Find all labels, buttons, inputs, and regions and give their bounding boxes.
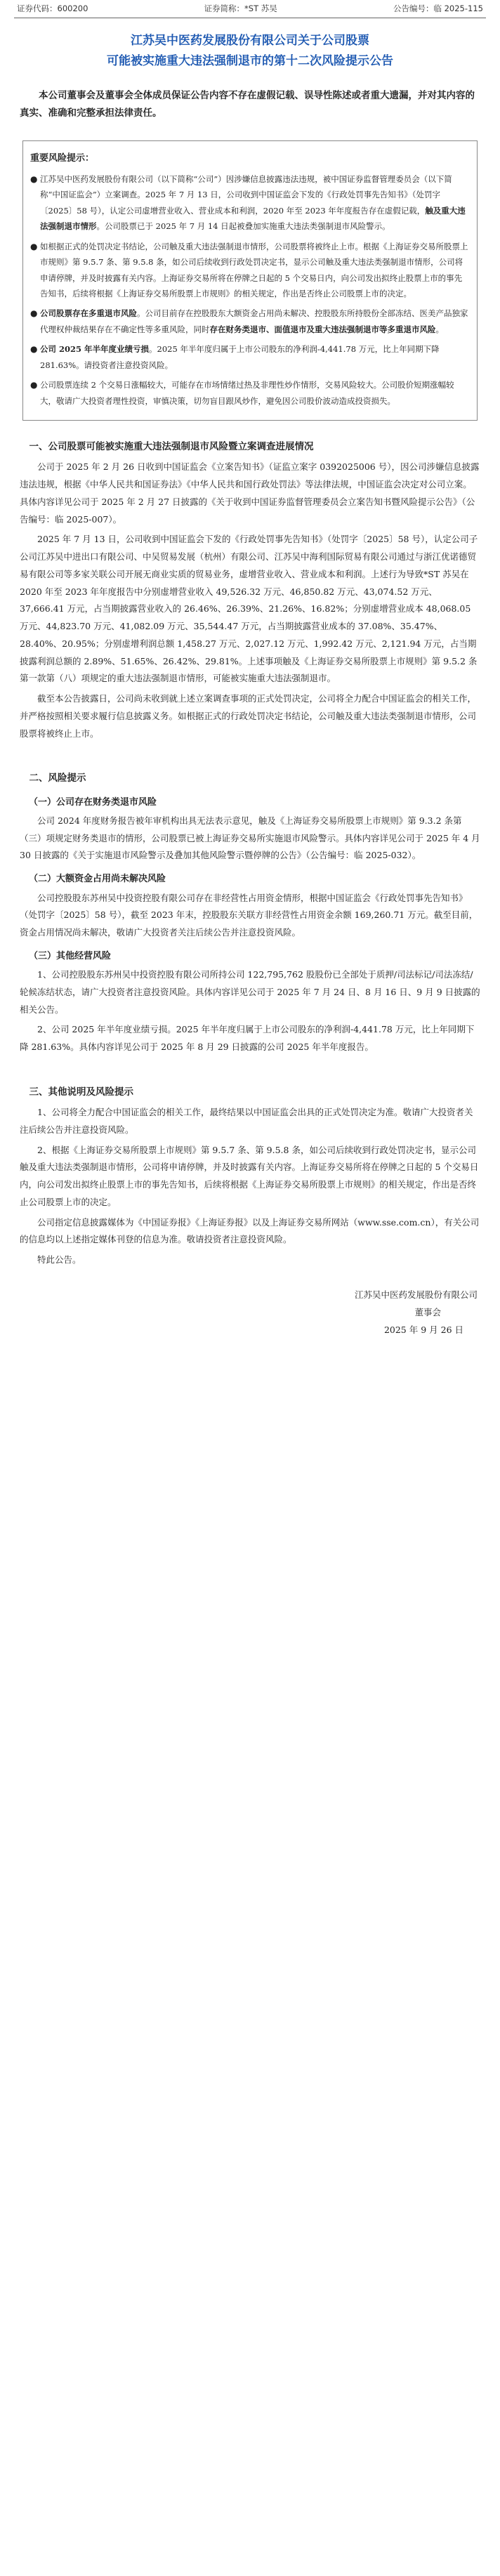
section-1-para: 截至本公告披露日，公司尚未收到就上述立案调查事项的正式处罚决定，公司将全力配合中国证监会的相关工作，并严格按照相关要求履行信息披露义务。如根据正式的行政处罚决定书结论，公司触及重大违法类强制退市情形，公司股票将被终止上市。 <box>20 693 477 739</box>
title-line-1: 江苏吴中医药发展股份有限公司关于公司股票 <box>131 34 369 48</box>
section-2-1-para: 公司 2024 年度财务报告被年审机构出具无法表示意见，触及《上海证券交易所股票上市规则》第 9.3.2 条第（三）项规定财务类退市的情形，公司股票已被上海证券交易所实施退市风险警示。具体内容详见公司于 2025 年 4 月 30 日披露的《关于实施退市风险警示及叠加其他风险警示暨停牌的公告》（公告编号：临 2025-032）。 <box>20 815 480 861</box>
section-2-1-heading: （一）公司存在财务类退市风险 <box>29 796 157 808</box>
section-3-heading: 三、其他说明及风险提示 <box>29 1086 133 1098</box>
section-1-para: 公司于 2025 年 2 月 26 日收到中国证监会《立案告知书》（证监立案字 0392025006 号），因公司涉嫌信息披露违法违规，根据《中华人民共和国证券法》《中华人民共和国行政处罚法》等法律法规，中国证监会决定对公司立案。具体内容详见公司于 2025 年 2 月 27 日披露的《关于收到中国证券监督管理委员会立案告知书暨风险提示公告》（公告编号：临 2025-007）。 <box>20 461 480 525</box>
signature-date: 2025 年 9 月 26 日 <box>383 1324 463 1335</box>
header-bar <box>14 0 486 18</box>
signature-board: 董事会 <box>414 1306 441 1317</box>
bullet-icon: ● <box>30 344 38 355</box>
signature-block <box>20 1286 480 1339</box>
risk-item: ● 公司股票存在多重退市风险。公司目前存在控股股东大额资金占用尚未解决、控股股东所持股份全部冻结、医美产品独家代理权仲裁结果存在不确定性等多重风险，同时存在财务类退市、面值退市及重大违法强制退市等多重退市风险。 <box>30 305 470 337</box>
board-statement: 本公司董事会及董事会全体成员保证公告内容不存在虚假记载、误导性陈述或者重大遗漏，并对其内容的真实、准确和完整承担法律责任。 <box>20 89 475 119</box>
section-3-para: 2、根据《上海证券交易所股票上市规则》第 9.5.7 条、第 9.5.8 条，如公司后续收到行政处罚决定书，显示公司触及重大违法类强制退市情形，公司将申请停牌，并及时披露有关内容。上海证券交易所将在停牌之日起的 5 个交易日内，向公司发出拟终止股票上市的事先告知书，后续将根据《上海证券交易所股票上市规则》的相关规定，作出是否终止公司股票上市的决定。 <box>20 1144 479 1207</box>
section-3-para: 1、公司将全力配合中国证监会的相关工作，最终结果以中国证监会出具的正式处罚决定为准。敬请广大投资者关注后续公告并注意投资风险。 <box>20 1107 473 1135</box>
bullet-icon: ● <box>30 308 38 319</box>
section-2-3-heading: （三）其他经营风险 <box>29 950 112 961</box>
section-2-3-para: 1、公司控股股东苏州吴中投资控股有限公司所持公司 122,795,762 股股份已全部处于质押/司法标记/司法冻结/轮候冻结状态，请广大投资者注意投资风险。具体内容详见公司于 2025 年 7 月 24 日、8 月 16 日、9 月 9 日披露的相关公告。 <box>20 969 480 1015</box>
section-2-2-para: 公司控股股东苏州吴中投资控股有限公司存在非经营性占用资金情形，根据中国证监会《行政处罚事先告知书》（处罚字〔2025〕58 号），截至 2023 年末，控股股东关联方非经营性占用资金余额 169,260.71 万元。截至目前，资金占用情况尚未解决，敬请广大投资者关注后续公告并注意投资风险。 <box>20 892 478 938</box>
section-2-3-para: 2、公司 2025 年半年度业绩亏损。2025 年半年度归属于上市公司股东的净利润-4,441.78 万元，比上年同期下降 281.63%。具体内容详见公司于 2025 年 8 月 29 日披露的公司 2025 年半年度报告。 <box>20 1024 475 1053</box>
section-1-heading: 一、公司股票可能被实施重大违法强制退市风险暨立案调查进展情况 <box>29 440 314 452</box>
section-2-2-heading: （二）大额资金占用尚未解决风险 <box>29 874 166 885</box>
closing-line: 特此公告。 <box>37 1254 81 1266</box>
security-short-name: 证券简称：*ST 苏吴 <box>204 4 277 14</box>
risk-item: ● 公司 2025 年半年度业绩亏损。2025 年半年度归属于上市公司股东的净利润-4,441.78 万元，比上年同期下降 281.63%。请投资者注意投资风险。 <box>30 341 470 373</box>
title-line-2: 可能被实施重大违法强制退市的第十二次风险提示公告 <box>107 53 393 68</box>
section-2-heading: 二、风险提示 <box>29 773 86 784</box>
risk-item: ● 公司股票连续 2 个交易日涨幅较大，可能存在市场情绪过热及非理性炒作情形，交易风险较大。公司股价短期涨幅较大，敬请广大投资者理性投资，审慎决策，切勿盲目跟风炒作，避免因公司股价波动造成投资损失。 <box>30 377 470 409</box>
security-code: 证券代码：600200 <box>17 4 88 14</box>
risk-item: ● 如根据正式的处罚决定书结论，公司触及重大违法强制退市情形，公司股票将被终止上市。根据《上海证券交易所股票上市规则》第 9.5.7 条、第 9.5.8 条，如公司后续收到行政处罚决定书，显示公司触及重大违法类强制退市情形，公司将申请停牌，并及时披露有关内容。上海证券交易所将在停牌之日起的 5 个交易日内，向公司发出拟终止股票上市的事先告知书，后续将根据《上海证券交易所股票上市规则》的相关规定，作出是否终止公司股票上市的决定。 <box>30 239 470 302</box>
signature-company: 江苏吴中医药发展股份有限公司 <box>354 1289 478 1300</box>
page-title <box>20 31 480 72</box>
bullet-icon: ● <box>30 380 38 390</box>
important-risk-box <box>22 140 478 421</box>
bullet-icon: ● <box>30 241 38 251</box>
announcement-number: 公告编号：临 2025-115 <box>393 4 483 14</box>
section-3-para: 公司指定信息披露媒体为《中国证券报》《上海证券报》以及上海证券交易所网站（www.sse.com.cn），有关公司的信息均以上述指定媒体刊登的信息为准。敬请投资者注意投资风险。 <box>20 1216 480 1245</box>
bullet-icon: ● <box>30 174 38 185</box>
section-1-para: 2025 年 7 月 13 日，公司收到中国证监会下发的《行政处罚事先告知书》（处罚字〔2025〕58 号），认定公司子公司江苏吴中进出口有限公司、中吴贸易发展（杭州）有限公司、江苏吴中海利国际贸易有限公司通过与浙江优诺德贸易有限公司等多家关联公司开展无商业实质的贸易业务，虚增营业收入、营业成本和利润。上述行为导致*ST 苏吴在 2020 年至 2023 年年度报告中分别虚增营业收入 49,526.32 万元、46,850.82 万元、43,074.52 万元、37,666.41 万元，占当期披露营业收入的 26.46%、26.39%、21.26%、16.82%；分别虚增营业成本 48,068.05 万元、44,823.70 万元、41,082.09 万元、35,544.47 万元，占当期披露营业成本的 37.08%、35.47%、28.40%、20.95%；分别虚增利润总额 1,458.27 万元、2,027.12 万元、1,992.42 万元、2,121.94 万元，占当期披露利润总额的 2.89%、51.65%、26.42%、29.81%。上述事项触及《上海证券交易所股票上市规则》第 9.5.2 条第一款第（八）项规定的重大违法强制退市情形，可能被实施重大违法强制退市。 <box>20 534 478 684</box>
risk-item: ● 江苏吴中医药发展股份有限公司（以下简称“公司”）因涉嫌信息披露违法违规，被中国证券监督管理委员会（以下简称“中国证监会”）立案调查。2025 年 7 月 13 日，公司收到中国证监会下发的《行政处罚事先告知书》（处罚字〔2025〕58 号），认定公司虚增营业收入、营业成本和利润，2020 年至 2023 年年度报告存在虚假记载，触及重大违法强制退市情形。公司股票已于 2025 年 7 月 14 日起被叠加实施重大违法类强制退市风险警示。 <box>30 171 470 235</box>
risk-box-title: 重要风险提示： <box>30 152 95 164</box>
